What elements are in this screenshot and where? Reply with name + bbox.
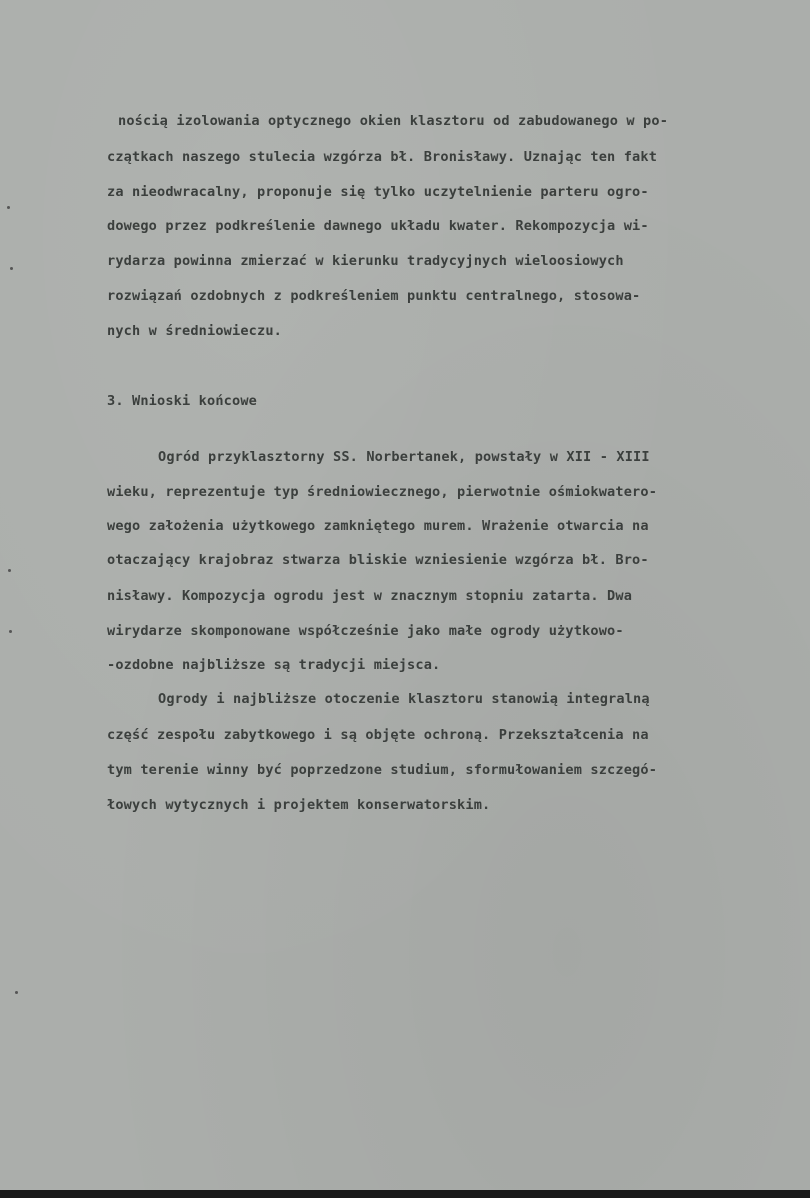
paragraph-3-line: Ogrody i najbliższe otoczenie klasztoru stanowią integralną <box>158 691 650 707</box>
paragraph-1-line: nością izolowania optycznego okien klasztoru od zabudowanego w po- <box>118 113 669 129</box>
paragraph-2-line: wirydarze skomponowane współcześnie jako małe ogrody użytkowo- <box>107 623 624 639</box>
section-heading: 3. Wnioski końcowe <box>107 393 258 409</box>
paragraph-1-line: czątkach naszego stulecia wzgórza bł. Bronisławy. Uznając ten fakt <box>107 149 658 165</box>
scan-bottom-edge <box>0 1190 810 1198</box>
binder-hole-mark <box>15 991 18 994</box>
paragraph-2-line: wieku, reprezentuje typ średniowiecznego, pierwotnie ośmiokwatero- <box>107 484 658 500</box>
paragraph-3-line: część zespołu zabytkowego i są objęte ochroną. Przekształcenia na <box>107 727 649 743</box>
paragraph-3-line: łowych wytycznych i projektem konserwatorskim. <box>107 797 491 813</box>
paragraph-1-line: rozwiązań ozdobnych z podkreśleniem punktu centralnego, stosowa- <box>107 288 641 304</box>
binder-hole-mark <box>10 267 13 270</box>
binder-hole-mark <box>7 206 10 209</box>
binder-hole-mark <box>9 630 12 633</box>
paragraph-2-line: wego założenia użytkowego zamkniętego murem. Wrażenie otwarcia na <box>107 518 649 534</box>
paragraph-2-line: nisławy. Kompozycja ogrodu jest w znacznym stopniu zatarta. Dwa <box>107 588 633 604</box>
paragraph-1-line: rydarza powinna zmierzać w kierunku tradycyjnych wieloosiowych <box>107 253 624 269</box>
paragraph-1-line: za nieodwracalny, proponuje się tylko uczytelnienie parteru ogro- <box>107 184 649 200</box>
paragraph-1-line: nych w średniowieczu. <box>107 323 283 339</box>
paragraph-3-line: tym terenie winny być poprzedzone studium, sformułowaniem szczegó- <box>107 762 658 778</box>
paragraph-1-line: dowego przez podkreślenie dawnego układu kwater. Rekompozycja wi- <box>107 218 649 234</box>
paragraph-2-line: otaczający krajobraz stwarza bliskie wzniesienie wzgórza bł. Bro- <box>107 552 649 568</box>
binder-hole-mark <box>8 569 11 572</box>
paragraph-2-line: Ogród przyklasztorny SS. Norbertanek, powstały w XII - XIII <box>158 449 650 465</box>
paragraph-2-line: -ozdobne najbliższe są tradycji miejsca. <box>107 657 441 673</box>
